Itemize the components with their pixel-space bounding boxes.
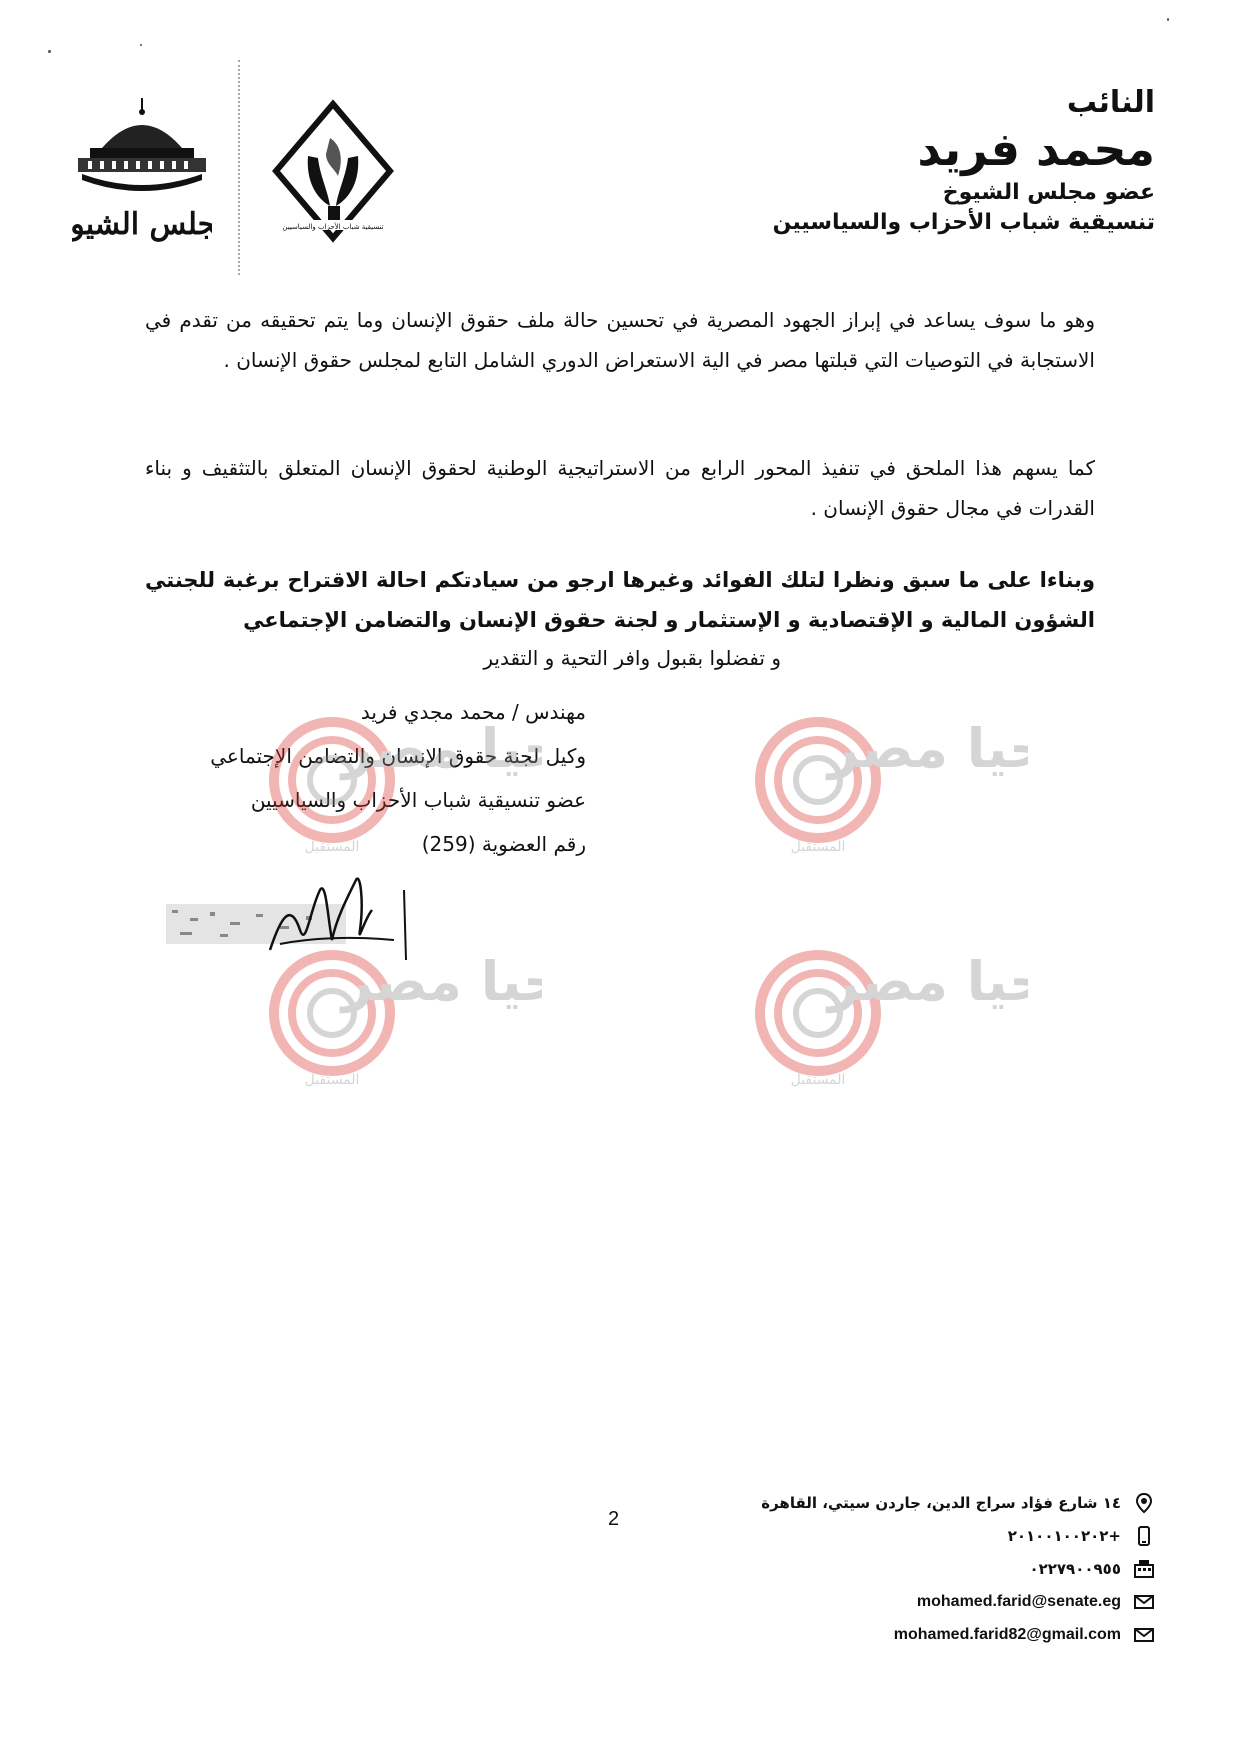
contact-mobile-row: [735, 1519, 1155, 1552]
watermark-sub-text: المستقبل: [304, 839, 360, 855]
scan-speck: [1167, 18, 1169, 21]
contact-fax: ٠٢٢٧٩٠٠٩٥٥: [1029, 1559, 1121, 1578]
contact-mobile: +٢٠١٠٠١٠٠٢٠٢: [1007, 1526, 1121, 1545]
watermark-sub-text: المستقبل: [304, 1072, 360, 1088]
coordination-logo: [268, 96, 398, 246]
contact-footer: [735, 1486, 1155, 1651]
envelope-icon: [1133, 1591, 1155, 1613]
body-paragraph-3: وبناءا على ما سبق ونظرا لتلك الفوائد وغيرها ارجو من سيادتكم احالة الاقتراح برغبة للجنتي الشؤون المالية و الإقتصادية و الإستثمار و لجنة حقوق الإنسان والتضامن الإجتماعي: [145, 568, 1095, 632]
watermark-main-text: يا مصر: [341, 950, 524, 1013]
senate-logo: [72, 96, 212, 256]
watermark-logo: [262, 705, 542, 855]
watermark-sub-text: المستقبل: [790, 1072, 846, 1088]
closing-line: و تفضلوا بقبول وافر التحية و التقدير: [483, 646, 781, 670]
page-number: 2: [608, 1508, 620, 1530]
letterhead-organization: تنسيقية شباب الأحزاب والسياسيين: [772, 210, 1155, 235]
watermark-main-text: يا مصر: [827, 717, 1010, 780]
contact-address-row: [735, 1486, 1155, 1519]
body-paragraph-1: وهو ما سوف يساعد في إبراز الجهود المصرية في تحسين حالة ملف حقوق الإنسان وما يتم تحقيقه من تقدم في الاستجابة في التوصيات التي قبلتها مصر في الية الاستعراض الدوري الشامل التابع لمجلس حقوق الإنسان .: [145, 308, 1095, 372]
signer-position: وكيل لجنة حقوق الإنسان والتضامن الإجتماعي: [210, 744, 586, 768]
scan-speck: [48, 50, 51, 53]
watermark-logo: [748, 938, 1028, 1088]
senate-logo-text: جلس الشيو: [72, 207, 212, 242]
contact-email1-row: [735, 1585, 1155, 1618]
signer-name: مهندس / محمد مجدي فريد: [360, 700, 586, 724]
signer-membership: عضو تنسيقية شباب الأحزاب والسياسيين: [250, 788, 586, 812]
contact-email-senate[interactable]: mohamed.farid@senate.eg: [916, 1592, 1121, 1610]
letterhead-name: محمد فريد: [917, 122, 1155, 176]
contact-fax-row: [735, 1552, 1155, 1585]
mobile-phone-icon: [1133, 1525, 1155, 1547]
body-paragraph-2: كما يسهم هذا الملحق في تنفيذ المحور الرابع من الاستراتيجية الوطنية لحقوق الإنسان المتعلق بالتثقيف و بناء القدرات في مجال حقوق الإنسان .: [145, 456, 1095, 520]
watermark-main-text: يا مصر: [827, 950, 1010, 1013]
letterhead-title: النائب: [1066, 85, 1155, 120]
contact-email-gmail[interactable]: mohamed.farid82@gmail.com: [893, 1625, 1121, 1643]
contact-address: ١٤ شارع فؤاد سراج الدين، جاردن سيتي، القاهرة: [761, 1493, 1121, 1512]
signer-membership-number: رقم العضوية (259): [421, 832, 586, 856]
logo-divider: [238, 60, 240, 275]
contact-email2-row: [735, 1618, 1155, 1651]
letterhead: [635, 86, 1155, 238]
watermark-main-text: يا مصر: [341, 717, 524, 780]
watermark-logo: [748, 705, 1028, 855]
watermark-logo: [262, 938, 542, 1088]
coordination-logo-text: تنسيقية شباب الأحزاب والسياسيين: [282, 223, 384, 231]
letterhead-role: عضو مجلس الشيوخ: [942, 180, 1155, 205]
watermark-sub-text: المستقبل: [790, 839, 846, 855]
scan-speck: [140, 44, 142, 46]
envelope-icon: [1133, 1624, 1155, 1646]
location-pin-icon: [1133, 1492, 1155, 1514]
fax-icon: [1133, 1558, 1155, 1580]
